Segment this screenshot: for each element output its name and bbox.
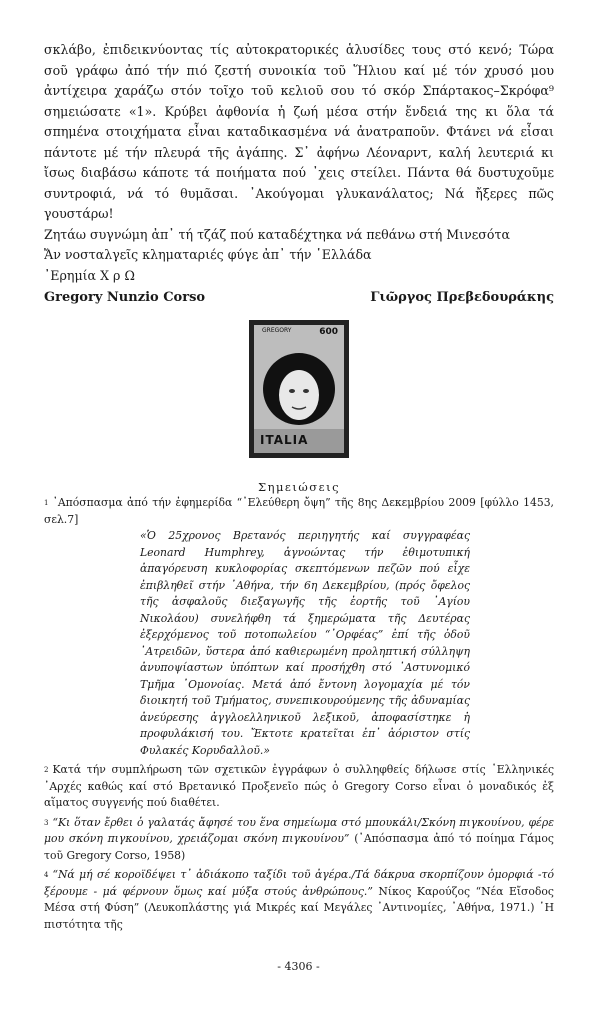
letter-line-1: Ζητάω συγνώμη ἀπ᾽ τή τζάζ πού καταδέχτηκα νά πεθάνω στή Μινεσότα	[44, 226, 510, 242]
letter-line-2: Ἄν νοσταλγεῖς κληματαριές φύγε ἀπ᾽ τήν ῾Ελλάδα	[44, 247, 372, 262]
footnote-number: 4	[44, 871, 49, 879]
footnote-quote: “Κι ὅταν ἔρθει ὁ γαλατάς ἄφησέ του ἕνα σημείωμα στό μπουκάλι/Σκόνη πιγκουίνου, φέρε μου σκόνη πιγκουίνου, χρειάζομαι σκόνη πιγκουίνου”	[44, 815, 554, 845]
footnote-text: Νίκος Καρούζος “Νέα Εἴσοδος Μέσα στή Φύση” (Λευκοπλάστης γιά Μικρές καί Μεγάλες ᾽Αντινομίες, ᾽Αθήνα, 1971.) ῾Η πιστότητα τῆς	[44, 884, 554, 931]
letter-line-3: ᾽Ερημία Χ ρ Ω	[44, 267, 135, 283]
stamp-country: ITALIA	[260, 433, 309, 447]
footnote-1	[44, 495, 554, 528]
stamp-value: 600	[319, 327, 338, 337]
stamp-figure	[44, 320, 554, 475]
signature-left: Gregory Nunzio Corso	[44, 290, 206, 305]
signatures	[44, 288, 554, 308]
letter-body	[44, 40, 554, 286]
footnote-1-quote: «Ὁ 25χρονος Βρετανός περιηγητής καί συγγραφέας Leonard Humphrey, ἀγνοώντας τήν ἐθιμοτυπική ἀπαγόρευση κυκλοφορίας σκεπτόμενων πεζῶν πού εἶχε ἐπιβληθεῖ στήν ᾽Αθήνα, τήν 6η Δεκεμβρίου, (πρός ὄφελος τῆς ἀσφαλοῦς διεξαγωγῆς τῆς ἑορτῆς τοῦ ᾽Αγίου Νικολάου) συνελήφθη τά ξημερώματα τῆς Δευτέρας ἐξερχόμενος τοῦ ποτοπωλείου “᾽Ορφέας” ἐπί τῆς ὁδοῦ ᾽Ατρειδῶν, ὕστερα ἀπό καθιερωμένη προληπτική σύλληψη ἀνυποψίαστων ὑπόπτων καί προσήχθη στό ᾽Αστυνομικό Τμῆμα ᾽Ομονοίας. Μετά ἀπό ἔντονη λογομαχία μέ τόν διοικητή τοῦ Τμήματος, συνεπικουρούμενης τῆς ἀδυναμίας ἀνεύρεσης ἀγγλοελληνικοῦ λεξικοῦ, ἀποφασίστηκε ἡ προφυλάκισή του. Ἔκτοτε κρατεῖται ἐπ᾽ ἀόριστον στίς Φυλακές Κορυδαλλοῦ.»	[140, 529, 470, 757]
postage-stamp-image	[249, 320, 349, 458]
footnote-4	[44, 867, 554, 933]
footnote-number: 1	[44, 499, 49, 507]
notes-heading: Σημειώσεις	[257, 480, 341, 494]
footnote-quote: “Νά μή σέ κοροϊδέψει τ᾽ ἀδιάκοπο ταξίδι τοῦ ἀγέρα./Τά δάκρυα σκορπίζουν ὀμορφιά -τό ξέρουμε - μά φέρνουν ὅμως καί μύξα στούς ἀνθρώπους.”	[44, 868, 554, 898]
stamp-top-text: GREGORY	[262, 327, 292, 334]
footnote-3	[44, 815, 554, 865]
footnote-number: 3	[44, 818, 49, 827]
footnote-text: Κατά τήν συμπλήρωση τῶν σχετικῶν ἐγγράφων ὁ συλληφθείς δήλωσε στίς ῾Ελληνικές ᾽Αρχές καθώς καί στό Βρετανικό Προξενεῖο πώς ὁ Gregory Corso εἶναι ὁ μοναδικός ἐξ αἵματος συγγενής πού διαθέτει.	[44, 763, 554, 809]
footnote-number: 2	[44, 766, 49, 774]
footnote-text: ᾽Απόσπασμα ἀπό τήν ἐφημερίδα “᾽Ελεύθερη ὄψη” τῆς 8ης Δεκεμβρίου 2009 [φύλλο 1453, σελ.7]	[44, 496, 554, 526]
footnote-2	[44, 762, 554, 812]
page-number: - 4306 -	[277, 960, 320, 973]
footnote-text: (᾽Απόσπασμα ἀπό τό ποίημα Γάμος τοῦ Gregory Corso, 1958)	[44, 832, 554, 862]
document-page	[44, 40, 554, 933]
letter-paragraph: σκλάβο, ἐπιδεικνύοντας τίς αὐτοκρατορικές ἁλυσίδες τους στό κενό; Τώρα σοῦ γράφω ἀπό τήν πιό ζεστή συνοικία τοῦ Ἥλιου καί μέ τόν χρυσό μου ἀντίχειρα χαράζω στόν τοῖχο τοῦ κελιοῦ σου τό σκόρ Σπάρτακος–Σκρόφα⁹ σημειώσατε «1». Κρύβει ἀφθονία ἡ ζωή μέσα στήν ἔνδειά της κι ὅλα τά σπημένα στοιχήματα εἶναι καταδικασμένα νά ἀνατραποῦν. Φτάνει νά εἶσαι πάντοτε μέ τήν πλευρά τῆς ἀγάπης. Σ᾽ ἀφήνω Λέοναρντ, καλή λευτεριά κι ἴσως διαβάσω κάποτε τά ποιήματα πού ᾽χεις στείλει. Πάντα θά δυστυχοῦμε συντροφιά, νά τό θυμᾶσαι. ᾽Ακούγομαι γλυκανάλατος; Νά ἤξερες πῶς γουστάρω!	[44, 42, 554, 221]
signature-right: Γιῶργος Πρεβεδουράκης	[370, 290, 554, 305]
